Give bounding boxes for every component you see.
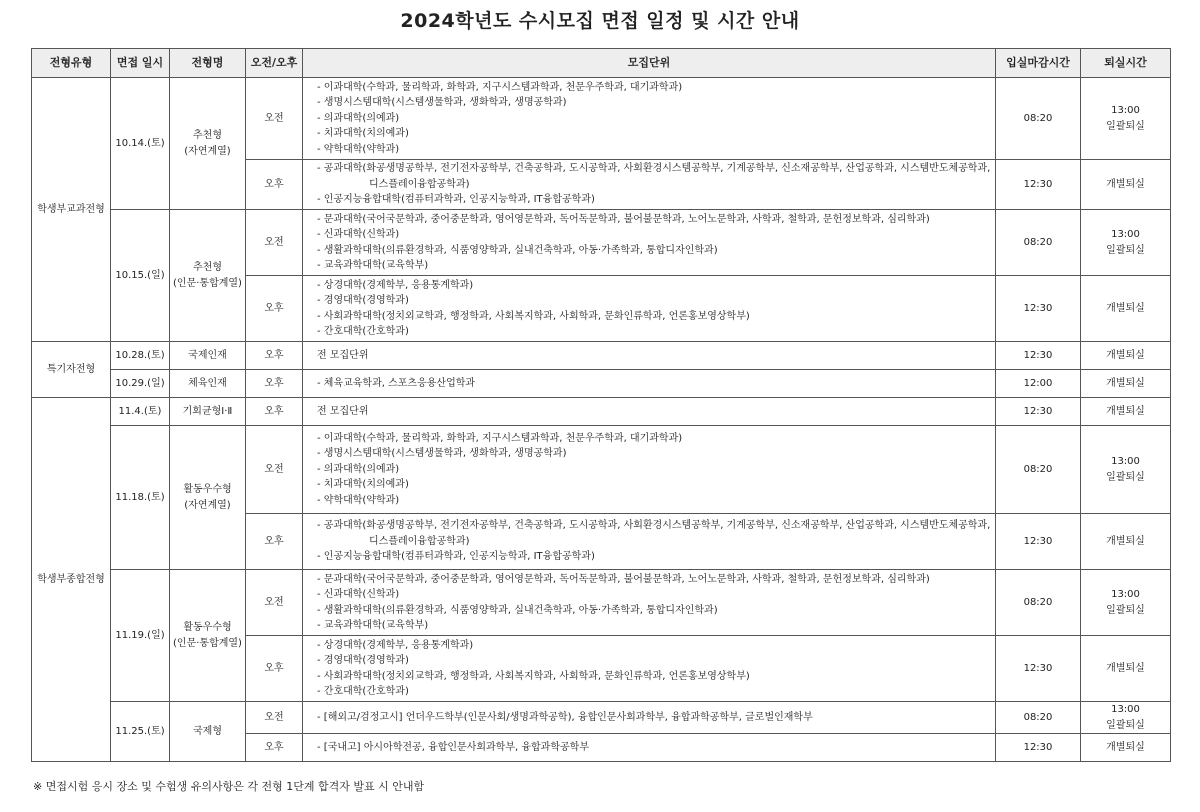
table-row	[32, 342, 1171, 370]
unit-line: - 경영대학(경영학과)	[317, 655, 409, 666]
exit-time-cell: 개별퇴실	[1081, 276, 1171, 342]
unit-line: - 문과대학(국어국문학과, 중어중문학과, 영어영문학과, 독어독문학과, 불어불문학과, 노어노문학과, 사학과, 철학과, 문헌정보학과, 심리학과)	[317, 213, 930, 225]
exit-label: 일괄퇴실	[1106, 120, 1145, 132]
exit-label: 일괄퇴실	[1106, 471, 1145, 483]
header-track: 전형명	[170, 49, 246, 78]
table-row	[32, 78, 1171, 160]
unit-line: - 약학대학(약학과)	[317, 494, 400, 506]
units-cell	[303, 426, 996, 514]
entry-time-cell: 12:30	[996, 160, 1081, 210]
exit-time-cell	[1081, 426, 1171, 514]
exit-time-cell: 개별퇴실	[1081, 398, 1171, 426]
session-cell: 오후	[246, 342, 303, 370]
header-date: 면접 일시	[111, 49, 170, 78]
exit-time-cell: 개별퇴실	[1081, 734, 1171, 762]
units-cell	[303, 276, 996, 342]
page-title: 2024학년도 수시모집 면접 일정 및 시간 안내	[400, 10, 800, 32]
entry-time-cell: 08:20	[996, 78, 1081, 160]
unit-line: - 상경대학(경제학부, 응용통계학과)	[317, 279, 474, 291]
track-cell: 기회균형Ⅰ·Ⅱ	[170, 398, 246, 426]
track-cell: 체육인재	[170, 370, 246, 398]
unit-line: - 생활과학대학(의류환경학과, 식품영양학과, 실내건축학과, 아동·가족학과, 통합디자인학과)	[317, 244, 718, 256]
exit-time-cell: 개별퇴실	[1081, 636, 1171, 702]
unit-line: - 공과대학(화공생명공학부, 전기전자공학부, 건축공학과, 도시공학과, 사회환경시스템공학부, 기계공학부, 신소재공학부, 산업공학과, 시스템반도체공학과,	[317, 163, 991, 175]
exit-time-cell	[1081, 210, 1171, 276]
entry-time-cell: 12:30	[996, 276, 1081, 342]
table-row	[32, 370, 1171, 398]
header-type: 전형유형	[32, 49, 111, 78]
units-cell	[303, 734, 996, 762]
track-name: 추천형	[193, 262, 222, 273]
session-cell: 오후	[246, 276, 303, 342]
units-cell	[303, 210, 996, 276]
date-cell: 11.25.(토)	[111, 702, 170, 762]
unit-line: 디스플레이융합공학과)	[369, 178, 470, 190]
unit-line: 전 모집단위	[317, 405, 369, 417]
unit-line: - 신과대학(신학과)	[317, 229, 400, 240]
entry-time-cell: 08:20	[996, 570, 1081, 636]
track-cell: 국제형	[170, 702, 246, 762]
units-cell	[303, 398, 996, 426]
units-cell	[303, 514, 996, 570]
entry-time-cell: 12:30	[996, 636, 1081, 702]
session-cell: 오후	[246, 398, 303, 426]
entry-time-cell: 12:30	[996, 734, 1081, 762]
type-cell: 학생부교과전형	[32, 78, 111, 342]
unit-line: - 이과대학(수학과, 물리학과, 화학과, 지구시스템과학과, 천문우주학과, 대기과학과)	[317, 432, 683, 444]
entry-time-cell: 12:30	[996, 342, 1081, 370]
units-cell	[303, 370, 996, 398]
session-cell: 오전	[246, 570, 303, 636]
unit-line: - 생명시스템대학(시스템생물학과, 생화학과, 생명공학과)	[317, 448, 567, 460]
units-cell	[303, 636, 996, 702]
unit-line: - 생명시스템대학(시스템생물학과, 생화학과, 생명공학과)	[317, 97, 567, 109]
unit-line: - 신과대학(신학과)	[317, 589, 400, 600]
exit-time-cell	[1081, 570, 1171, 636]
session-cell: 오후	[246, 514, 303, 570]
unit-line: - 교육과학대학(교육학부)	[317, 260, 429, 271]
exit-label: 일괄퇴실	[1106, 604, 1145, 616]
unit-line: - 이과대학(수학과, 물리학과, 화학과, 지구시스템과학과, 천문우주학과, 대기과학과)	[317, 81, 683, 93]
track-category: (자연계열)	[184, 499, 231, 511]
session-cell: 오전	[246, 78, 303, 160]
entry-time-cell: 12:30	[996, 398, 1081, 426]
track-category: (자연계열)	[184, 145, 231, 157]
exit-label: 일괄퇴실	[1106, 719, 1145, 731]
track-cell: 국제인재	[170, 342, 246, 370]
session-cell: 오후	[246, 636, 303, 702]
unit-line: - 생활과학대학(의류환경학과, 식품영양학과, 실내건축학과, 아동·가족학과, 통합디자인학과)	[317, 604, 718, 616]
unit-line: - 사회과학대학(정치외교학과, 행정학과, 사회복지학과, 사회학과, 문화인류학과, 언론홍보영상학부)	[317, 310, 750, 322]
unit-line: - 사회과학대학(정치외교학과, 행정학과, 사회복지학과, 사회학과, 문화인류학과, 언론홍보영상학부)	[317, 670, 750, 682]
exit-time-cell: 개별퇴실	[1081, 160, 1171, 210]
session-cell: 오후	[246, 370, 303, 398]
header-units: 모집단위	[303, 49, 996, 78]
table-row	[32, 426, 1171, 514]
unit-line: - 의과대학(의예과)	[317, 463, 400, 475]
unit-line: - 상경대학(경제학부, 응용통계학과)	[317, 639, 474, 651]
entry-time-cell: 12:00	[996, 370, 1081, 398]
unit-line: 전 모집단위	[317, 349, 369, 361]
interview-schedule-table	[31, 48, 1171, 762]
exit-time-cell: 개별퇴실	[1081, 342, 1171, 370]
track-cell	[170, 78, 246, 210]
entry-time-cell: 08:20	[996, 702, 1081, 734]
session-cell: 오전	[246, 210, 303, 276]
units-cell	[303, 160, 996, 210]
type-cell: 특기자전형	[32, 342, 111, 398]
entry-time-cell: 08:20	[996, 426, 1081, 514]
units-cell	[303, 570, 996, 636]
table-row	[32, 398, 1171, 426]
unit-line: - 교육과학대학(교육학부)	[317, 620, 429, 631]
units-cell	[303, 342, 996, 370]
unit-line: - 의과대학(의예과)	[317, 112, 400, 124]
header-exit-time: 퇴실시간	[1081, 49, 1171, 78]
exit-time: 13:00	[1111, 229, 1140, 240]
units-cell	[303, 78, 996, 160]
header-entry-deadline: 입실마감시간	[996, 49, 1081, 78]
session-cell: 오전	[246, 702, 303, 734]
track-name: 활동우수형	[183, 622, 232, 633]
entry-time-cell: 08:20	[996, 210, 1081, 276]
track-cell	[170, 570, 246, 702]
exit-time: 13:00	[1111, 456, 1140, 467]
entry-time-cell: 12:30	[996, 514, 1081, 570]
exit-label: 일괄퇴실	[1106, 244, 1145, 256]
unit-line: - 약학대학(약학과)	[317, 143, 400, 155]
session-cell: 오후	[246, 734, 303, 762]
unit-line: 디스플레이융합공학과)	[369, 535, 470, 547]
exit-time-cell: 개별퇴실	[1081, 514, 1171, 570]
footnote: ※ 면접시험 응시 장소 및 수험생 유의사항은 각 전형 1단계 합격자 발표 시 안내함	[33, 780, 425, 793]
date-cell: 10.29.(일)	[111, 370, 170, 398]
unit-line: - 공과대학(화공생명공학부, 전기전자공학부, 건축공학과, 도시공학과, 사회환경시스템공학부, 기계공학부, 신소재공학부, 산업공학과, 시스템반도체공학과,	[317, 520, 991, 532]
session-cell: 오전	[246, 426, 303, 514]
table-header-row	[32, 49, 1171, 78]
unit-line: - 치과대학(치의예과)	[317, 479, 409, 491]
unit-line: - 체육교육학과, 스포츠응용산업학과	[317, 377, 476, 389]
date-cell: 10.14.(토)	[111, 78, 170, 210]
track-category: (인문·통합계열)	[173, 277, 242, 289]
date-cell: 10.15.(일)	[111, 210, 170, 342]
exit-time-cell: 개별퇴실	[1081, 370, 1171, 398]
track-cell	[170, 210, 246, 342]
unit-line: - 인공지능융합대학(컴퓨터과학과, 인공지능학과, IT융합공학과)	[317, 551, 595, 563]
track-name: 활동우수형	[183, 484, 232, 495]
unit-line: - 간호대학(간호학과)	[317, 686, 409, 697]
track-name: 추천형	[193, 130, 222, 141]
unit-line: - 간호대학(간호학과)	[317, 326, 409, 337]
units-cell	[303, 702, 996, 734]
track-category: (인문·통합계열)	[173, 637, 242, 649]
session-cell: 오후	[246, 160, 303, 210]
unit-line: - 경영대학(경영학과)	[317, 295, 409, 306]
exit-time: 13:00	[1111, 105, 1140, 116]
unit-line: - [국내고] 아시아학전공, 융합인문사회과학부, 융합과학공학부	[317, 741, 589, 753]
unit-line: - 치과대학(치의예과)	[317, 128, 409, 140]
table-row	[32, 570, 1171, 636]
date-cell: 11.19.(일)	[111, 570, 170, 702]
exit-time-cell	[1081, 702, 1171, 734]
header-session: 오전/오후	[246, 49, 303, 78]
date-cell: 11.18.(토)	[111, 426, 170, 570]
date-cell: 11.4.(토)	[111, 398, 170, 426]
date-cell: 10.28.(토)	[111, 342, 170, 370]
unit-line: - 인공지능융합대학(컴퓨터과학과, 인공지능학과, IT융합공학과)	[317, 194, 595, 206]
exit-time-cell	[1081, 78, 1171, 160]
table-row	[32, 210, 1171, 276]
type-cell: 학생부종합전형	[32, 398, 111, 762]
exit-time: 13:00	[1111, 589, 1140, 600]
exit-time: 13:00	[1111, 704, 1140, 715]
unit-line: - 문과대학(국어국문학과, 중어중문학과, 영어영문학과, 독어독문학과, 불어불문학과, 노어노문학과, 사학과, 철학과, 문헌정보학과, 심리학과)	[317, 573, 930, 585]
unit-line: - [해외고/검정고시] 언더우드학부(인문사회/생명과학공학), 융합인문사회과학부, 융합과학공학부, 글로벌인재학부	[317, 711, 813, 723]
track-cell	[170, 426, 246, 570]
table-row	[32, 702, 1171, 734]
